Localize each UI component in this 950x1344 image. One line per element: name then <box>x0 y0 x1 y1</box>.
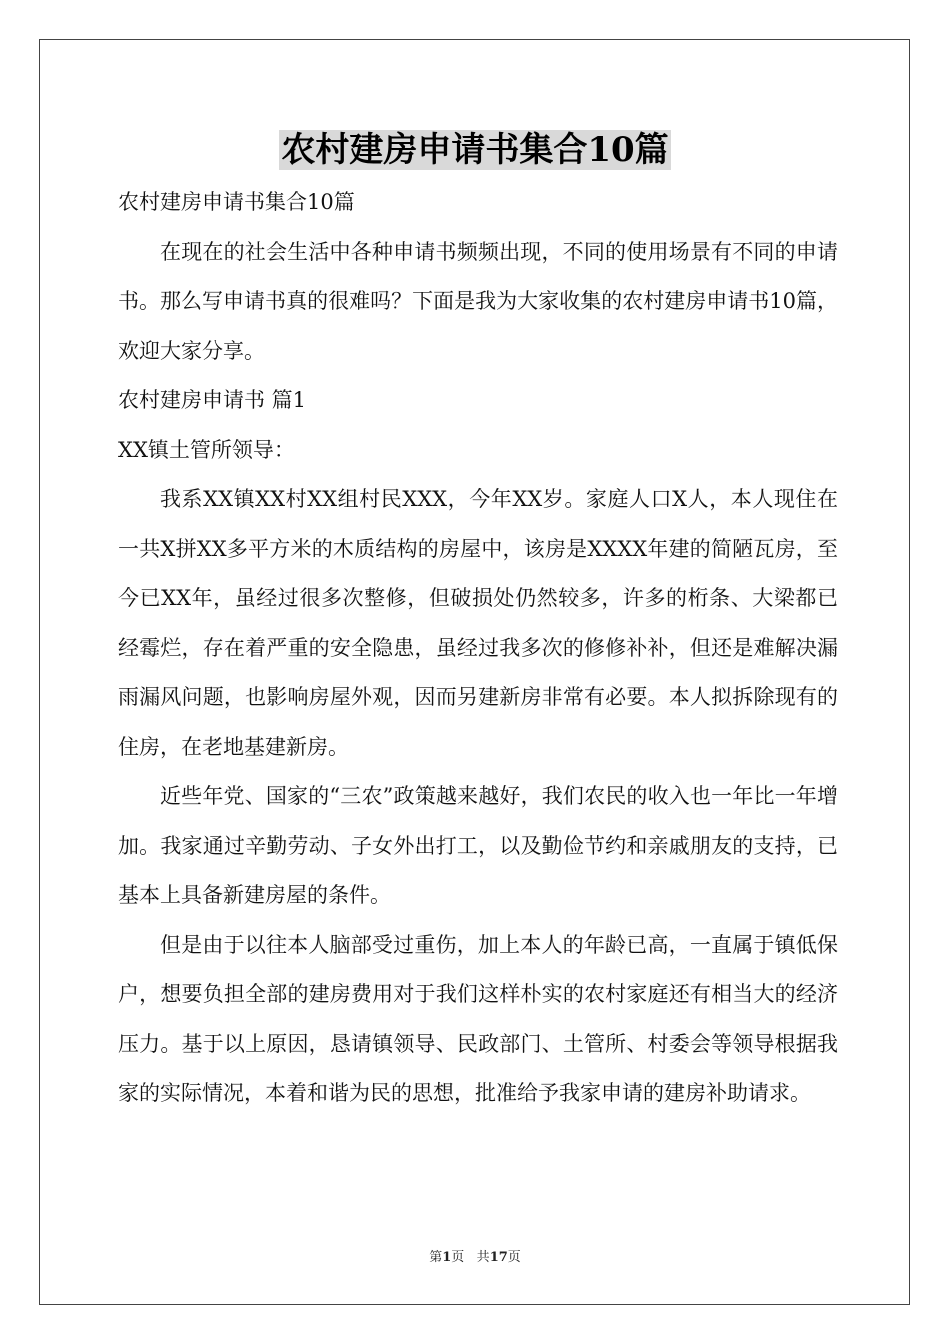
paragraph: 我系XX镇XX村XX组村民XXX，今年XX岁。家庭人口X人，本人现住在一共X拼XX多平方米的木质结构的房屋中，该房是XXXX年建的简陋瓦房，至今已XX年，虽经过很多次整修，但破损处仍然较多，许多的桁条、大梁都已经霉烂，存在着严重的安全隐患，虽经过我多次的修修补补，但还是难解决漏雨漏风问题，也影响房屋外观，因而另建新房非常有必要。本人拟拆除现有的住房，在老地基建新房。 <box>118 487 838 759</box>
page-number: 1 <box>442 1250 452 1265</box>
paragraph: 但是由于以往本人脑部受过重伤，加上本人的年龄已高，一直属于镇低保户，想要负担全部的建房费用对于我们这样朴实的农村家庭还有相当大的经济压力。基于以上原因，恳请镇领导、民政部门、土管所、村委会等领导根据我家的实际情况，本着和谐为民的思想，批准给予我家申请的建房补助请求。 <box>118 932 838 1105</box>
salutation: XX镇土管所领导： <box>118 437 295 462</box>
page-footer <box>0 1246 950 1265</box>
paragraph: 近些年党、国家的“三农”政策越来越好，我们农民的收入也一年比一年增加。我家通过辛勤劳动、子女外出打工，以及勤俭节约和亲戚朋友的支持，已基本上具备新建房屋的条件。 <box>118 784 838 907</box>
page-prefix: 第 <box>429 1250 443 1265</box>
paragraph: 农村建房申请书集合10篇 <box>118 190 355 214</box>
document-title <box>0 128 950 172</box>
document-body <box>118 178 838 1119</box>
total-suffix: 页 <box>507 1250 521 1265</box>
total-prefix: 共 <box>476 1250 490 1265</box>
document-title-text: 农村建房申请书集合10篇 <box>281 130 669 170</box>
page-suffix: 页 <box>451 1250 465 1265</box>
section-heading: 农村建房申请书 篇1 <box>118 388 307 412</box>
total-pages: 17 <box>489 1250 508 1265</box>
paragraph: 在现在的社会生活中各种申请书频频出现，不同的使用场景有不同的申请书。那么写申请书真的很难吗？下面是我为大家收集的农村建房申请书10篇，欢迎大家分享。 <box>118 239 838 363</box>
